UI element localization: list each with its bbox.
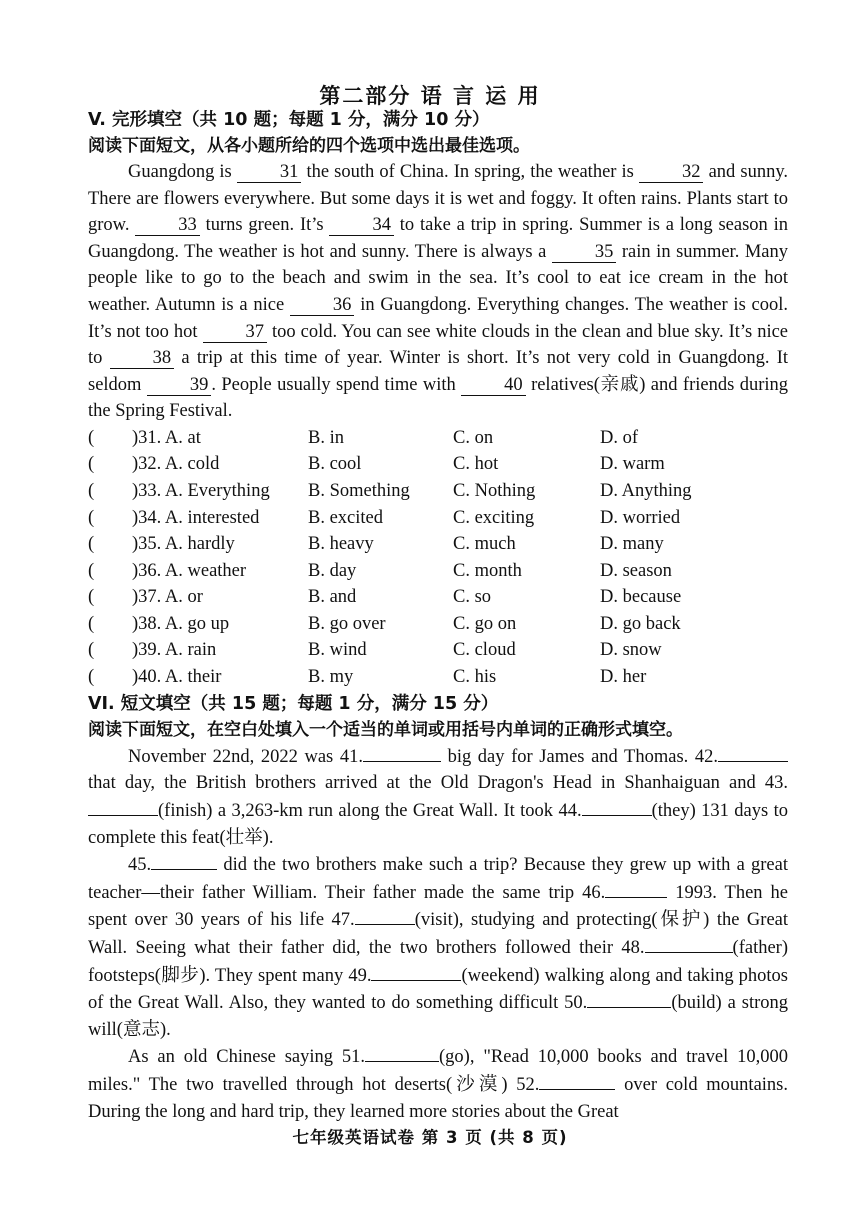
blank-45[interactable] <box>151 851 217 870</box>
part-title: 第二部分 语 言 运 用 <box>319 84 541 108</box>
option-c: C. on <box>453 427 494 448</box>
content <box>88 107 788 1125</box>
blank-33[interactable]: 33 <box>135 215 200 236</box>
option-c: C. Nothing <box>453 480 536 501</box>
option-row <box>88 505 788 532</box>
blank-50[interactable] <box>587 989 671 1008</box>
option-b: B. excited <box>308 507 384 528</box>
blank-38[interactable]: 38 <box>110 348 175 369</box>
answer-paren[interactable]: ( <box>88 454 95 475</box>
option-c: C. much <box>453 534 516 555</box>
question-option-a: )31. A. at <box>132 427 201 448</box>
option-b: B. cool <box>308 454 362 475</box>
answer-paren[interactable]: ( <box>88 560 95 581</box>
cloze-passage: Guangdong is 31 the south of China. In spring, the weather is 32 and sunny. There are flowers everywhere. But some days it is wet and foggy. It often rains. Plants start to grow. 33 turns green. It’s 34 to take a trip in spring. Summer is a long season in Guangdong. The weather is hot and sunny. There is always a 35 rain in summer. Many people like to go to the beach and swim in the sea. It’s cool to eat ice cream in the hot weather. Autumn is a nice 36 in Guangdong. Everything changes. The weather is cool. It’s not too hot 37 too cold. You can see white clouds in the clean and blue sky. It’s nice to 38 a trip at this time of year. Winter is short. It’s not very cold in Guangdong. It seldom 39 . People usually spend time with 40 relatives(亲戚) and friends during the Spring Festival. <box>88 162 789 422</box>
blank-47[interactable] <box>355 906 415 925</box>
answer-paren[interactable]: ( <box>88 613 95 634</box>
option-c: C. cloud <box>453 640 516 661</box>
question-option-a: )34. A. interested <box>132 507 260 528</box>
question-option-a: )35. A. hardly <box>132 534 235 555</box>
blank-39[interactable]: 39 <box>147 375 212 396</box>
question-option-a: )39. A. rain <box>132 640 217 661</box>
option-row <box>88 585 788 612</box>
question-option-a: )36. A. weather <box>132 560 247 581</box>
option-row <box>88 611 788 638</box>
blank-51[interactable] <box>365 1043 439 1062</box>
question-option-a: )33. A. Everything <box>132 480 270 501</box>
blank-52[interactable] <box>539 1071 615 1090</box>
option-b: B. my <box>308 667 354 688</box>
blank-41[interactable] <box>363 743 441 762</box>
option-c: C. exciting <box>453 507 535 528</box>
blank-43[interactable] <box>88 797 158 816</box>
option-d: D. many <box>600 534 664 555</box>
passage-paragraph-2: 45. did the two brothers make such a trip? Because they grew up with a great teacher—their father William. Their father made the same trip 46. 1993. Then he spent over 30 years of his life 47. (visit), studying and protecting(保护) the Great Wall. Seeing what their father did, the two brothers followed their 48. (father) footsteps(脚步). They spent many 49. (weekend) walking along and taking photos of the Great Wall. Also, they wanted to do something difficult 50. (build) a strong will(意志). <box>88 851 788 1043</box>
option-d: D. of <box>600 427 639 448</box>
option-d: D. season <box>600 560 672 581</box>
blank-48[interactable] <box>645 934 733 953</box>
option-row <box>88 558 788 585</box>
options-table <box>88 425 788 691</box>
answer-paren[interactable]: ( <box>88 427 95 448</box>
blank-44[interactable] <box>582 797 652 816</box>
answer-paren[interactable]: ( <box>88 507 95 528</box>
option-d: D. her <box>600 667 647 688</box>
option-row <box>88 425 788 452</box>
passage-paragraph-3: As an old Chinese saying 51. (go), "Read 10,000 books and travel 10,000 miles." The two travelled through hot deserts(沙漠) 52. over cold mountains. During the long and hard trip, they learned more stories about the Great <box>88 1043 788 1125</box>
option-row <box>88 531 788 558</box>
blank-40[interactable]: 40 <box>461 375 526 396</box>
section-6-heading: VI. 短文填空（共 15 题；每题 1 分，满分 15 分） <box>88 693 499 714</box>
option-b: B. day <box>308 560 357 581</box>
question-option-a: )38. A. go up <box>132 613 230 634</box>
option-b: B. heavy <box>308 534 374 555</box>
option-row <box>88 664 788 691</box>
option-c: C. go on <box>453 613 517 634</box>
option-row <box>88 478 788 505</box>
answer-paren[interactable]: ( <box>88 640 95 661</box>
section-5-heading: V. 完形填空（共 10 题；每题 1 分，满分 10 分） <box>88 110 490 130</box>
option-d: D. go back <box>600 613 681 634</box>
question-option-a: )32. A. cold <box>132 454 220 475</box>
blank-32[interactable]: 32 <box>639 162 704 183</box>
blank-42[interactable] <box>718 743 788 762</box>
answer-paren[interactable]: ( <box>88 587 95 608</box>
option-c: C. month <box>453 560 522 581</box>
blank-37[interactable]: 37 <box>203 322 268 343</box>
answer-paren[interactable]: ( <box>88 480 95 501</box>
option-c: C. so <box>453 587 492 608</box>
option-b: B. wind <box>308 640 367 661</box>
passage-paragraph-1: November 22nd, 2022 was 41. big day for James and Thomas. 42. that day, the British brothers arrived at the Old Dragon's Head in Shanhaiguan and 43.(finish) a 3,263-km run along the Great Wall. It took 44. (they) 131 days to complete this feat(壮举). <box>88 743 788 851</box>
option-row <box>88 638 788 665</box>
option-b: B. in <box>308 427 344 448</box>
option-c: C. hot <box>453 454 499 475</box>
option-b: B. go over <box>308 613 386 634</box>
blank-34[interactable]: 34 <box>329 215 394 236</box>
option-d: D. Anything <box>600 480 692 501</box>
question-option-a: )40. A. their <box>132 667 222 688</box>
blank-35[interactable]: 35 <box>552 242 617 263</box>
section-6-instruction: 阅读下面短文，在空白处填入一个适当的单词或用括号内单词的正确形式填空。 <box>88 719 683 740</box>
blank-36[interactable]: 36 <box>290 295 355 316</box>
blank-46[interactable] <box>605 879 667 898</box>
section-5-instruction: 阅读下面短文，从各小题所给的四个选项中选出最佳选项。 <box>88 136 530 156</box>
question-option-a: )37. A. or <box>132 587 203 608</box>
option-d: D. snow <box>600 640 662 661</box>
option-c: C. his <box>453 667 497 688</box>
page-footer: 七年级英语试卷 第 3 页 (共 8 页) <box>292 1128 568 1147</box>
answer-paren[interactable]: ( <box>88 534 95 555</box>
option-row <box>88 452 788 479</box>
option-b: B. Something <box>308 480 410 501</box>
blank-49[interactable] <box>371 962 461 981</box>
option-d: D. warm <box>600 454 665 475</box>
option-b: B. and <box>308 587 357 608</box>
option-d: D. worried <box>600 507 681 528</box>
answer-paren[interactable]: ( <box>88 667 95 688</box>
blank-31[interactable]: 31 <box>237 162 302 183</box>
option-d: D. because <box>600 587 682 608</box>
